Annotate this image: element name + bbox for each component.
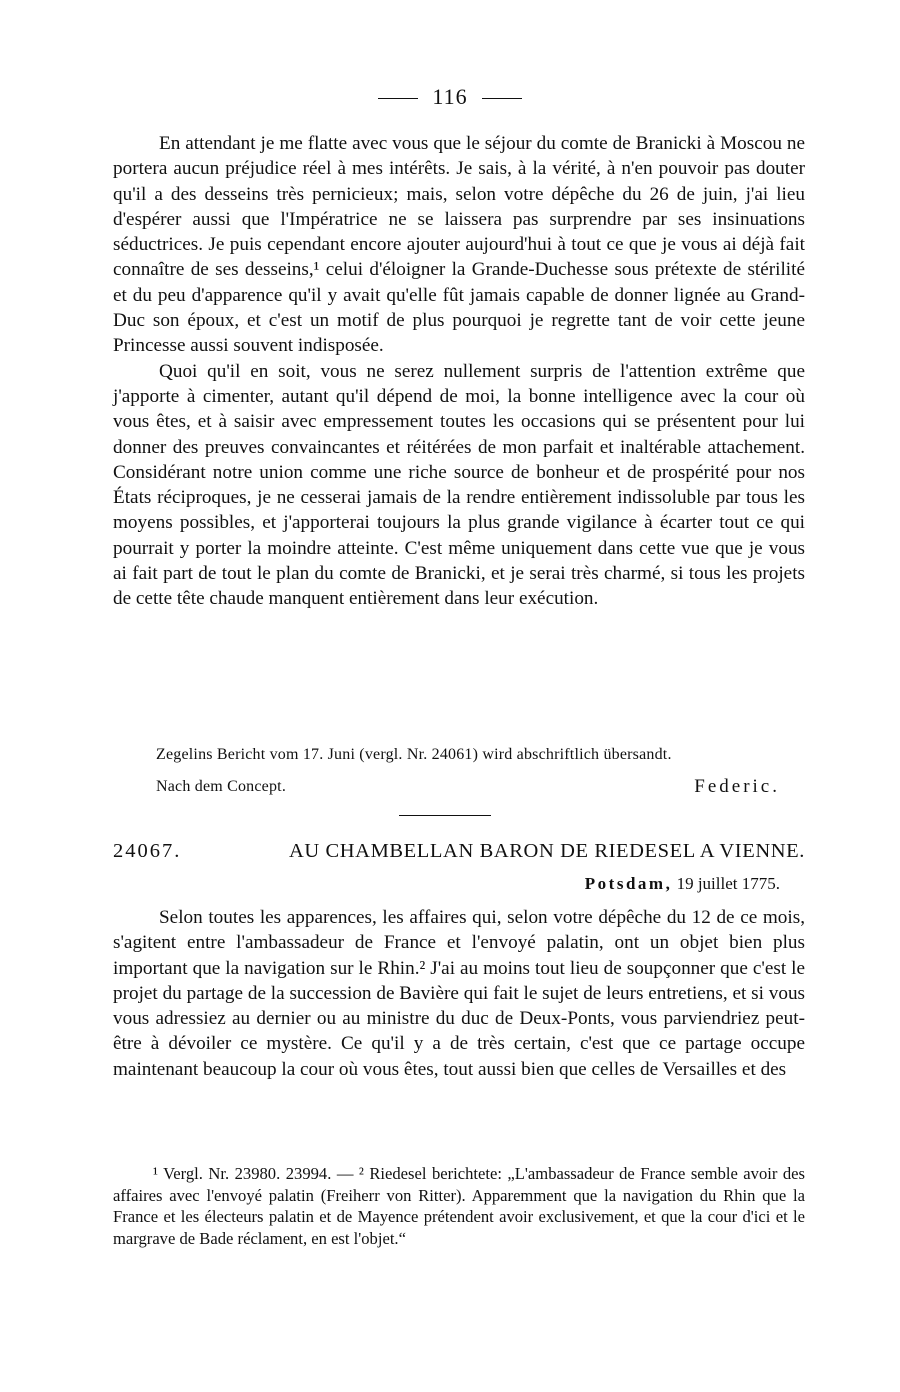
- letter-number: 24067.: [113, 840, 182, 862]
- dateline-place: Potsdam,: [584, 874, 673, 893]
- page-number: 116: [432, 84, 468, 109]
- header-rule-left: [378, 98, 418, 99]
- editorial-note: Zegelins Bericht vom 17. Juni (vergl. Nr. 24061) wird abschriftlich übersandt.: [156, 746, 672, 763]
- paragraph: En attendant je me flatte avec vous que le séjour du comte de Branicki à Moscou ne portera aucun préjudice réel à mes intérêts. Je sais, à la vérité, à n'en pouvoir pas douter qu'il a des desseins très pernicieux; mais, selon votre dépêche du 26 de juin, j'ai lieu d'espérer aussi que l'Impératrice ne se laissera pas surprendre par ses insinuations séductrices. Je puis cependant encore ajouter aujourd'hui à tout ce que je vous ai déjà fait connaître de ses desseins,¹ celui d'éloigner la Grande-Duchesse sous prétexte de stérilité et du peu d'apparence qu'il y avait qu'elle fût jamais capable de donner lignée au Grand-Duc son époux, et c'est un motif de plus pourquoi je regrette tant de voir cette jeune Princesse aussi souvent indisposée.: [113, 133, 805, 357]
- letter-24066-continuation: [113, 131, 805, 612]
- dateline-date: 19 juillet 1775.: [676, 874, 780, 893]
- paragraph: Quoi qu'il en soit, vous ne serez nullement surpris de l'attention extrême que j'apporte à cimenter, autant qu'il dépend de moi, la bonne intelligence avec la cour où vous êtes, et à saisir avec empressement toutes les occasions qui se présentent pour lui donner des preuves convaincantes et réitérées de mon parfait et inaltérable attachement. Considérant notre union comme une riche source de bonheur et de prospérité pour nos États réciproques, je ne cesserai jamais de la rendre entièrement indissoluble par tous les moyens possibles, et j'apporterai toujours la plus grande vigilance à écarter tout ce qui pourrait y porter la moindre atteinte. C'est même uniquement dans cette vue que je vous ai fait part de tout le plan du comte de Branicki, et je serai très charmé, si tous les projets de cette tête chaude manquent entièrement dans leur exécution.: [113, 360, 805, 610]
- dateline: [585, 874, 780, 894]
- header-rule-right: [482, 98, 522, 99]
- source-note: Nach dem Concept.: [156, 778, 287, 795]
- letter-title: AU CHAMBELLAN BARON DE RIEDESEL A VIENNE.: [288, 840, 805, 862]
- letter-heading: [113, 840, 805, 863]
- footnote: ¹ Vergl. Nr. 23980. 23994. — ² Riedesel berichtete: „L'ambassadeur de France semble avoir des affaires avec l'envoyé palatin (Freiherr von Ritter). Apparemment que la navigation du Rhin que la France et les électeurs palatin et de Mayence prétendent avoir exclusivement, et que la cour d'ici et le margrave de Bade réclament, en est l'objet.“: [113, 1164, 805, 1248]
- page-header: [0, 84, 900, 110]
- paragraph: Selon toutes les apparences, les affaires qui, selon votre dépêche du 12 de ce mois, s'agitent entre l'ambassadeur de France et l'envoyé palatin, ont un objet bien plus important que la navigation sur le Rhin.² J'ai au moins tout lieu de soupçonner que c'est le projet du partage de la succession de Bavière qui fait le sujet de leurs entretiens, et si vous vous adressiez au dernier ou au ministre du duc de Deux-Ponts, vous parviendriez peut-être à dévoiler ce mystère. Ce qu'il y a de très certain, c'est que ce partage occupe maintenant beaucoup la cour où vous êtes, tout aussi bien que celles de Versailles et des: [113, 907, 805, 1080]
- letter-24067-body: [113, 905, 805, 1082]
- signature: Federic.: [694, 776, 780, 797]
- section-divider: [399, 815, 491, 816]
- footnotes: [113, 1163, 805, 1249]
